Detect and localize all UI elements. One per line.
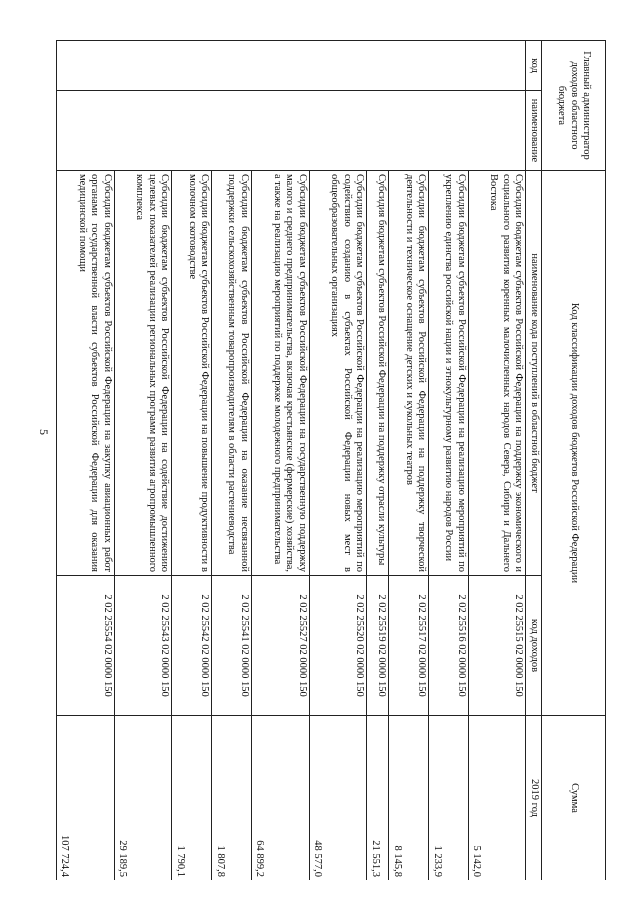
income-name-cell: Субсидия бюджетам субъектов Российской Федерации на поддержку отрасли культуры — [367, 171, 389, 576]
header-year: 2019 год — [526, 716, 542, 880]
income-code-cell: 2 02 25554 02 0000 150 — [57, 576, 115, 716]
income-code-cell: 2 02 25515 02 0000 150 — [468, 576, 526, 716]
header-sum: Сумма — [542, 716, 606, 880]
amount-cell: 48 577,0 — [309, 716, 367, 880]
income-name-cell: Субсидии бюджетам субъектов Российской Федерации на поддержку творческой деятельности и техническое оснащение детских и кукольных театров — [389, 171, 429, 576]
header-code: код — [526, 41, 542, 91]
income-code-cell: 2 02 25542 02 0000 150 — [172, 576, 212, 716]
income-name-cell: Субсидии бюджетам субъектов Российской Федерации на реализацию мероприятий по содействию созданию в субъектах Российской Федерации новых мест в общеобразовательных организациях — [309, 171, 367, 576]
amount-cell: 1 233,9 — [429, 716, 469, 880]
income-code-cell: 2 02 25520 02 0000 150 — [309, 576, 367, 716]
page-number: 5 — [37, 429, 51, 435]
income-classification-table — [56, 40, 606, 880]
amount-cell: 1 807,8 — [212, 716, 252, 880]
income-code-cell: 2 02 25541 02 0000 150 — [212, 576, 252, 716]
amount-cell: 64 899,2 — [251, 716, 309, 880]
income-name-cell: Субсидии бюджетам субъектов Российской Федерации на закупку авиационных работ органами государственной власти субъектов Российской Федерации для оказания медицинской помощи — [57, 171, 115, 576]
income-code-cell: 2 02 25516 02 0000 150 — [429, 576, 469, 716]
rotated-table-container — [56, 40, 606, 880]
income-name-cell: Субсидии бюджетам субъектов Российской Федерации на содействие достижению целевых показателей реализации региональных программ развития агропромышленного комплекса — [114, 171, 172, 576]
header-admin-group: Главный администратор доходов областного бюджета — [542, 41, 606, 171]
table-row — [468, 41, 526, 881]
income-code-cell: 2 02 25543 02 0000 150 — [114, 576, 172, 716]
income-name-cell: Субсидии бюджетам субъектов Российской Федерации на повышение продуктивности в молочном скотоводстве — [172, 171, 212, 576]
income-name-cell: Субсидии бюджетам субъектов Российской Федерации на государственную поддержку малого и среднего предпринимательства, включая крестьянские (фермерские) хозяйства, а также на реализацию мероприятий по поддержке молодежного предпринимательства — [251, 171, 309, 576]
income-code-cell: 2 02 25519 02 0000 150 — [367, 576, 389, 716]
document-page — [56, 40, 606, 880]
header-income-name: наименование кода поступлений в областной бюджет — [526, 171, 542, 576]
income-code-cell: 2 02 25527 02 0000 150 — [251, 576, 309, 716]
admin-code-cell — [57, 41, 527, 91]
amount-cell: 1 790,1 — [172, 716, 212, 880]
amount-cell: 21 551,3 — [367, 716, 389, 880]
header-name: наименование — [526, 91, 542, 171]
income-name-cell: Субсидии бюджетам субъектов Российской Федерации на оказание несвязанной поддержки сельскохозяйственным товаропроизводителям в области растениеводства — [212, 171, 252, 576]
income-name-cell: Субсидии бюджетам субъектов Российской Федерации на реализацию мероприятий по укреплению единства российской нации и этнокультурному развитию народов России — [429, 171, 469, 576]
income-code-cell: 2 02 25517 02 0000 150 — [389, 576, 429, 716]
header-classification: Код классификации доходов бюджетов Российской Федерации — [542, 171, 606, 716]
income-name-cell: Субсидии бюджетам субъектов Российской Федерации на поддержку экономического и социального развития коренных малочисленных народов Севера, Сибири и Дальнего Востока — [468, 171, 526, 576]
amount-cell: 5 142,0 — [468, 716, 526, 880]
amount-cell: 8 145,8 — [389, 716, 429, 880]
amount-cell: 107 724,4 — [57, 716, 115, 880]
header-income-code: код доходов — [526, 576, 542, 716]
admin-name-cell — [57, 91, 527, 171]
amount-cell: 29 189,5 — [114, 716, 172, 880]
